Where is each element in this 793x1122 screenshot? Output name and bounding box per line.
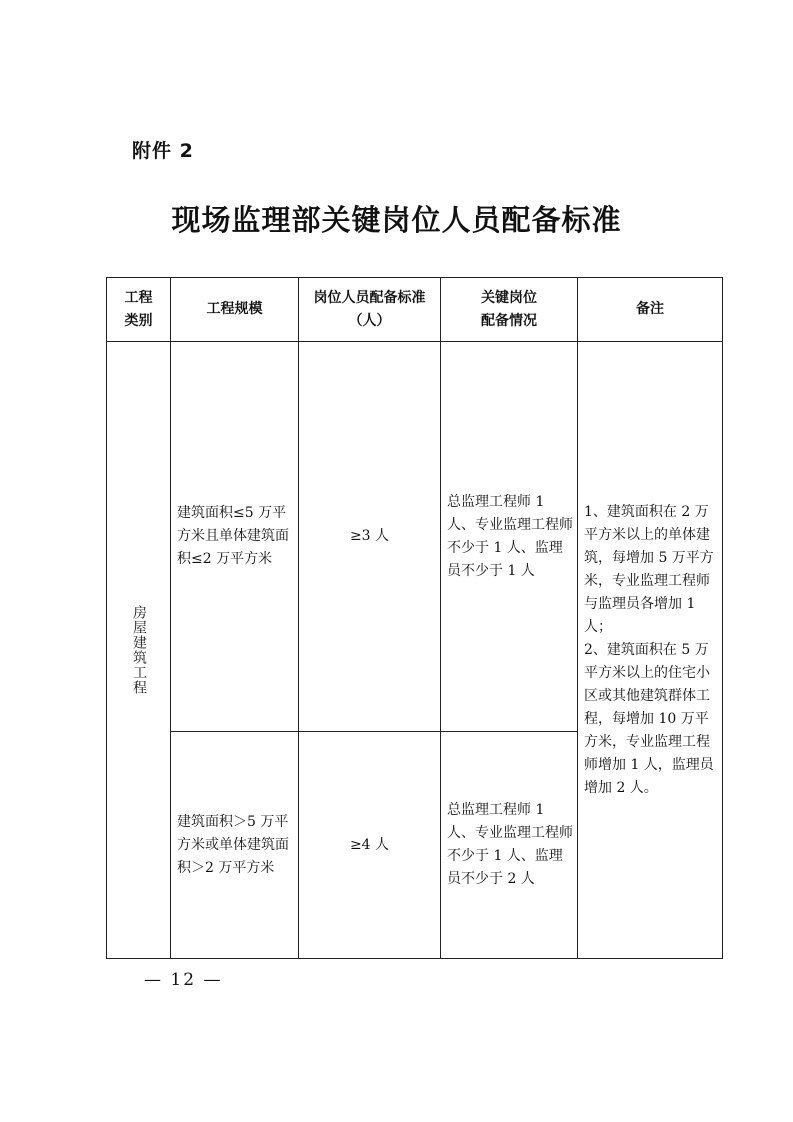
table-header-row [107,278,723,342]
remark-1: 1、建筑面积在 2 万平方米以上的单体建筑，每增加 5 万平方米，专业监理工程师与监理员各增加 1 人； [584,503,714,635]
header-staffing [441,278,578,342]
remark-2: 2、建筑面积在 5 万平方米以上的住宅小区或其他建筑群体工程，每增加 10 万平方米，专业监理工程师增加 1 人，监理员增加 2 人。 [584,641,714,796]
staffing-cell: 总监理工程师 1 人、专业监理工程师不少于 1 人、监理员不少于 2 人 [441,732,578,959]
attachment-label: 附件 2 [132,140,194,162]
remarks-cell [578,342,723,959]
category-cell [107,342,171,959]
document-title: 现场监理部关键岗位人员配备标准 [171,203,622,237]
standard-cell: ≥4 人 [299,732,441,959]
header-scale: 工程规模 [171,278,299,342]
header-category [107,278,171,342]
category-text: 房屋建筑工程 [131,605,147,695]
scale-cell: 建筑面积≤5 万平方米且单体建筑面积≤2 万平方米 [171,342,299,732]
header-staffing-line1: 关键岗位 [481,289,537,306]
header-standard-line1: 岗位人员配备标准 [313,289,426,306]
scale-cell: 建筑面积＞5 万平方米或单体建筑面积＞2 万平方米 [171,732,299,959]
staffing-standard-table [106,277,723,959]
page-number: — 12 — [144,970,223,990]
table-row [107,342,723,732]
header-category-text: 工程类别 [124,289,153,329]
header-standard [299,278,441,342]
header-standard-line2: （人） [348,312,391,329]
header-remarks: 备注 [578,278,723,342]
standard-cell: ≥3 人 [299,342,441,732]
staffing-cell: 总监理工程师 1 人、专业监理工程师不少于 1 人、监理员不少于 1 人 [441,342,578,732]
header-staffing-line2: 配备情况 [481,312,537,329]
